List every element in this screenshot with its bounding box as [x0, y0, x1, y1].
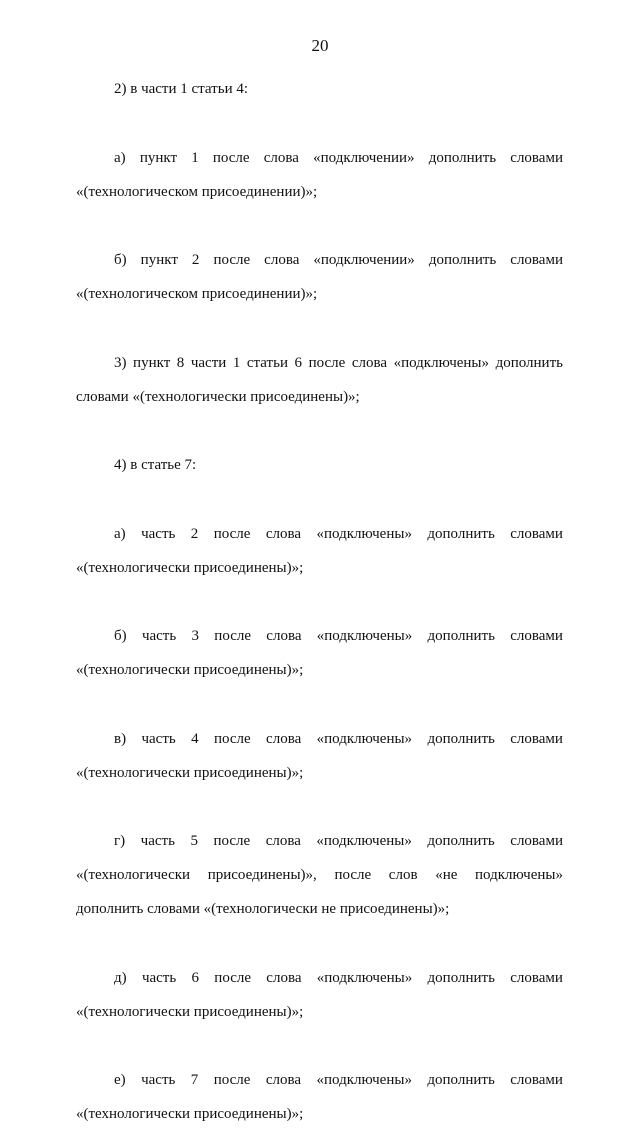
- text-line: словами «(технологически присоединены)»;: [76, 388, 360, 405]
- paragraph: [76, 72, 563, 106]
- text-line: «(технологически присоединены)»;: [76, 559, 304, 576]
- paragraph: [76, 722, 563, 790]
- text-line: 3) пункт 8 части 1 статьи 6 после слова «подключены» дополнить: [114, 354, 563, 371]
- text-line: дополнить словами «(технологически не присоединены)»;: [76, 901, 450, 917]
- text-line: в) часть 4 после слова «подключены» дополнить словами: [114, 730, 563, 747]
- paragraph: [76, 141, 563, 209]
- paragraph: [76, 961, 563, 1029]
- text-line: «(технологически присоединены)»;: [76, 764, 304, 781]
- paragraph: [76, 243, 563, 311]
- text-line: «(технологически присоединены)», после слов «не подключены»: [76, 867, 563, 883]
- text-line: «(технологическом присоединении)»;: [76, 183, 318, 200]
- text-line: «(технологически присоединены)»;: [76, 662, 304, 678]
- text-line: «(технологическом присоединении)»;: [76, 286, 318, 302]
- text-line: 4) в статье 7:: [114, 457, 197, 473]
- paragraph: [76, 517, 563, 585]
- paragraph: [76, 824, 563, 926]
- text-line: 2) в части 1 статьи 4:: [114, 81, 249, 97]
- document-body: [76, 72, 563, 1131]
- text-line: г) часть 5 после слова «подключены» дополнить словами: [114, 833, 563, 849]
- paragraph: [76, 1063, 563, 1131]
- paragraph: [76, 448, 563, 482]
- text-line: «(технологически присоединены)»;: [76, 1003, 304, 1020]
- paragraph: [76, 346, 563, 414]
- text-line: е) часть 7 после слова «подключены» дополнить словами: [114, 1072, 563, 1088]
- paragraph: [76, 619, 563, 687]
- page-number: 20: [311, 36, 329, 55]
- text-line: б) часть 3 после слова «подключены» дополнить словами: [114, 628, 563, 644]
- text-line: б) пункт 2 после слова «подключении» дополнить словами: [114, 252, 563, 268]
- text-line: а) пункт 1 после слова «подключении» дополнить словами: [114, 149, 563, 166]
- text-line: д) часть 6 после слова «подключены» дополнить словами: [114, 969, 563, 986]
- text-line: а) часть 2 после слова «подключены» дополнить словами: [114, 525, 563, 542]
- text-line: «(технологически присоединены)»;: [76, 1106, 304, 1122]
